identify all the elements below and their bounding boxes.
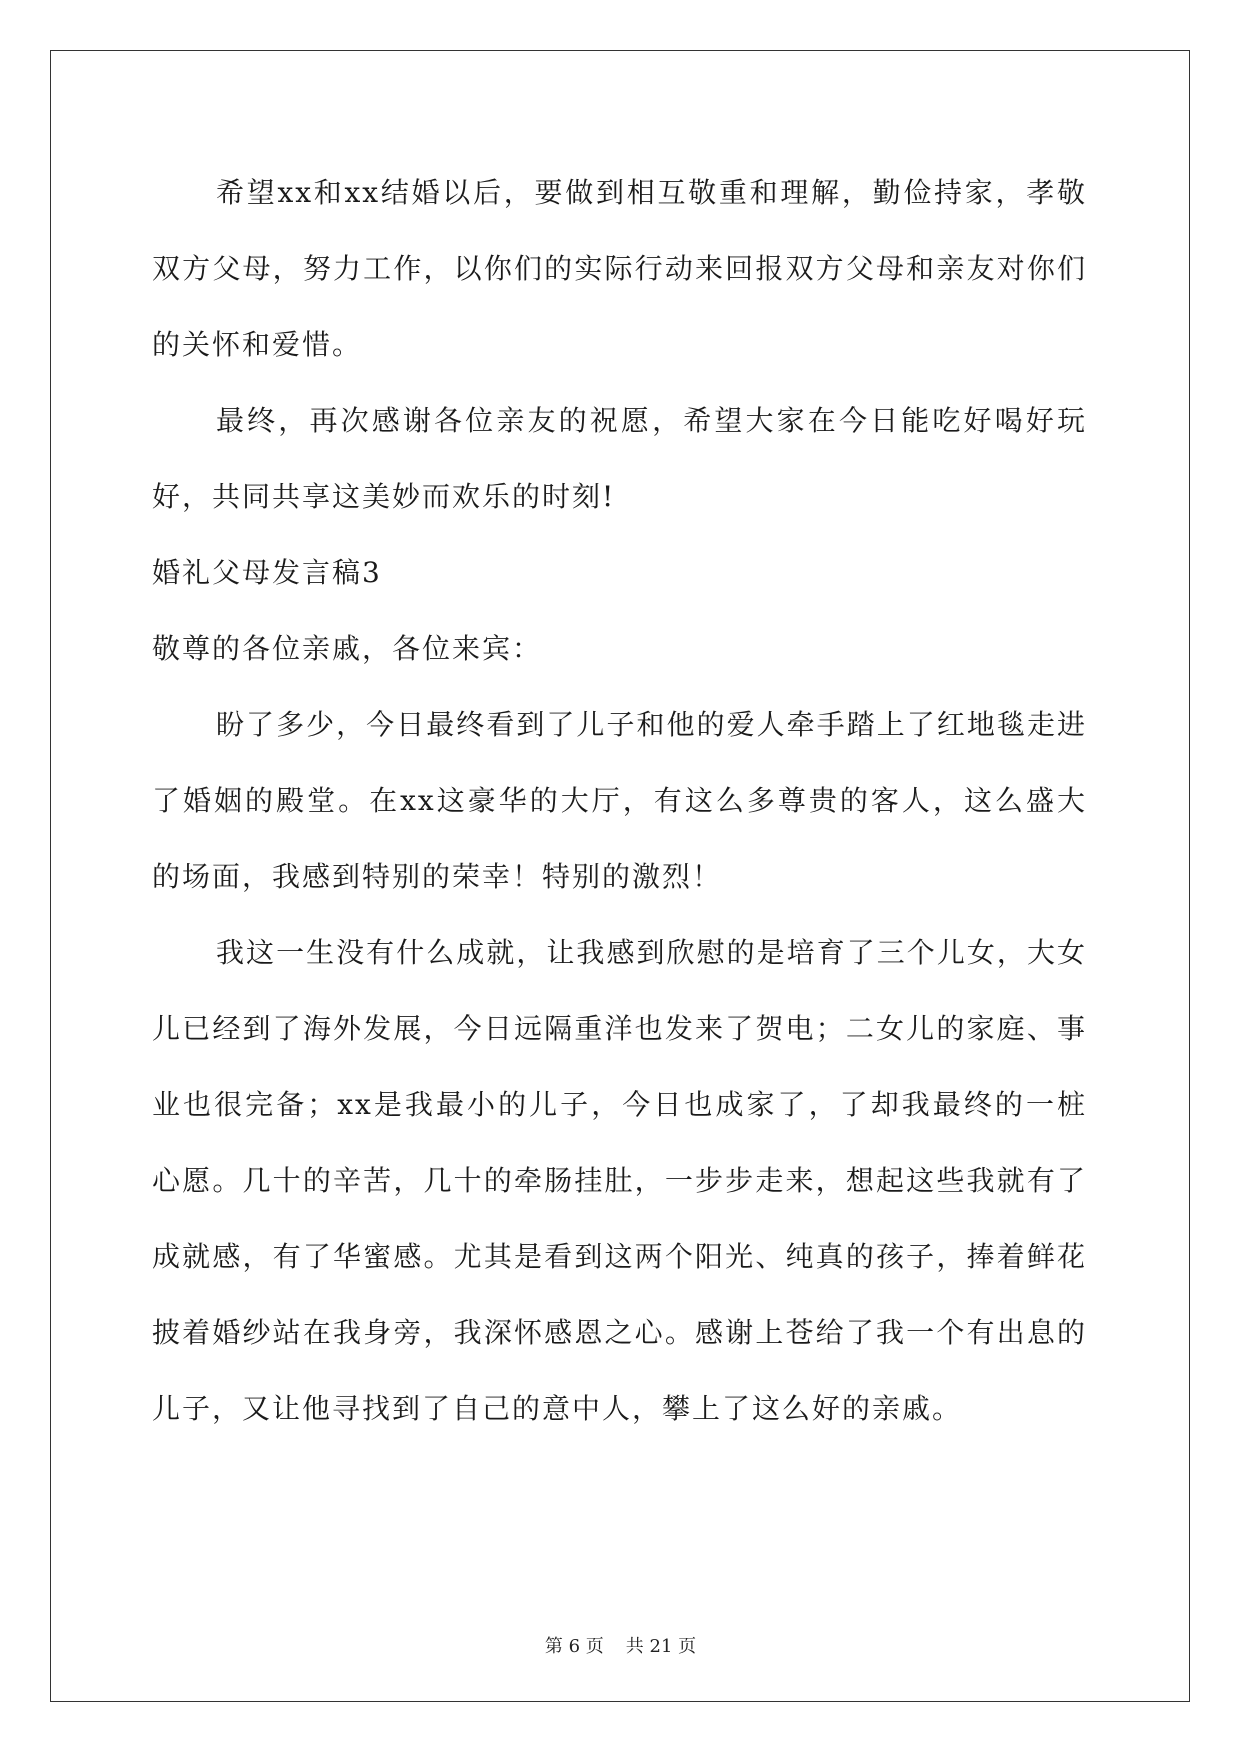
paragraph-3: 盼了多少，今日最终看到了儿子和他的爱人牵手踏上了红地毯走进了婚姻的殿堂。在xx这豪华的大厅，有这么多尊贵的客人，这么盛大的场面，我感到特别的荣幸！特别的激烈！: [152, 708, 1087, 893]
paragraph-1: 希望xx和xx结婚以后，要做到相互敬重和理解，勤俭持家，孝敬双方父母，努力工作，以你们的实际行动来回报双方父母和亲友对你们的关怀和爱惜。: [152, 176, 1087, 361]
section-heading: 婚礼父母发言稿3: [152, 556, 382, 589]
page-footer: [0, 1632, 1241, 1658]
document-body: [152, 155, 1087, 1447]
page-total: 共 21 页: [625, 1636, 697, 1657]
paragraph-4: 我这一生没有什么成就，让我感到欣慰的是培育了三个儿女，大女儿已经到了海外发展，今日远隔重洋也发来了贺电；二女儿的家庭、事业也很完备；xx是我最小的儿子，今日也成家了，了却我最终的一桩心愿。几十的辛苦，几十的牵肠挂肚，一步步走来，想起这些我就有了成就感，有了华蜜感。尤其是看到这两个阳光、纯真的孩子，捧着鲜花披着婚纱站在我身旁，我深怀感恩之心。感谢上苍给了我一个有出息的儿子，又让他寻找到了自己的意中人，攀上了这么好的亲戚。: [152, 936, 1087, 1425]
page-number: 第 6 页: [544, 1636, 604, 1657]
paragraph-2: 最终，再次感谢各位亲友的祝愿，希望大家在今日能吃好喝好玩好，共同共享这美妙而欢乐的时刻!: [152, 404, 1087, 513]
salutation: 敬尊的各位亲戚，各位来宾：: [152, 632, 543, 665]
